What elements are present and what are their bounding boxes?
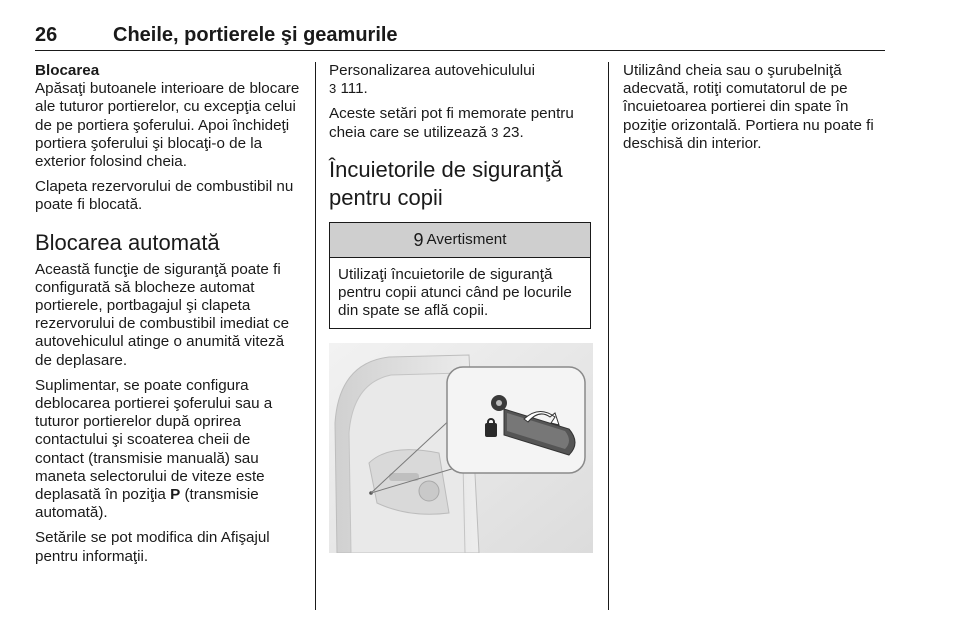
- warning-title-bar: [330, 223, 590, 258]
- page-reference: 111.: [340, 80, 368, 98]
- paragraph: Clapeta rezervorului de combustibil nu poate fi blocată.: [35, 178, 294, 214]
- page-reference-arrow-icon: 3: [329, 81, 337, 97]
- paragraph: Această funcţie de siguranţă poate fi configurată să blocheze automat portierele, portbagajul şi clapeta rezervorului de combustibil imediat ce autovehiculul atinge o anumită viteză de deplasare.: [35, 260, 290, 369]
- paragraph: Setările se pot modifica din Afişajul pentru informaţii.: [35, 529, 270, 565]
- column-divider: [608, 62, 609, 610]
- paragraph: [329, 62, 597, 98]
- warning-triangle-icon: 9: [413, 229, 424, 250]
- warning-box: [329, 222, 591, 330]
- page-reference-arrow-icon: 3: [491, 124, 499, 140]
- warning-text: Utilizaţi încuietorile de siguranţă pentru copii atunci când pe locurile din spate se află copii.: [338, 265, 572, 320]
- child-lock-door-illustration: [329, 343, 593, 553]
- paragraph: Utilizând cheia sau o şurubelniţă adecvată, rotiţi comutatorul de pe încuietoarea portierei din spate în poziţie orizontală. Portiera nu poate fi deschisă din interior.: [623, 62, 874, 152]
- door-illustration-icon: [329, 343, 593, 553]
- page-reference: 23.: [502, 123, 524, 141]
- section-heading-child-locks: Încuietorile de siguranţă pentru copii: [329, 156, 563, 210]
- text-span: (transmisie automată).: [35, 486, 259, 522]
- text-span: Suplimentar, se poate configura deblocarea portierei şoferului sau a tuturor portierelor după oprirea contactului şi scoaterea cheii de contact (transmisie manuală) sau maneta selectorului de viteze este deplasată în poziţia: [35, 376, 273, 504]
- text-span: Personalizarea autovehiculului: [329, 62, 536, 79]
- column-1: [35, 62, 303, 573]
- subheading-locking: Blocarea: [35, 62, 100, 79]
- page-header: [35, 24, 885, 51]
- chapter-title: Cheile, portierele şi geamurile: [113, 24, 398, 46]
- text-span: Aceste setări pot fi memorate pentru cheia care se utilizează: [329, 105, 574, 141]
- section-heading-auto-lock: Blocarea automată: [35, 229, 220, 255]
- column-2: [329, 62, 597, 553]
- paragraph: [329, 105, 597, 141]
- warning-title: Avertisment: [426, 230, 507, 248]
- column-divider: [315, 62, 316, 610]
- page-number: 26: [35, 24, 58, 46]
- paragraph: Apăsaţi butoanele interioare de blocare ale tuturor portierelor, cu excepţia celui de pe portiera şoferului. Apoi închideţi portiera şoferului şi blocaţi-o de la exterior folosind cheia.: [35, 80, 300, 171]
- gear-position-p: P: [170, 486, 181, 504]
- paragraph: [35, 377, 303, 523]
- column-3: [623, 62, 893, 160]
